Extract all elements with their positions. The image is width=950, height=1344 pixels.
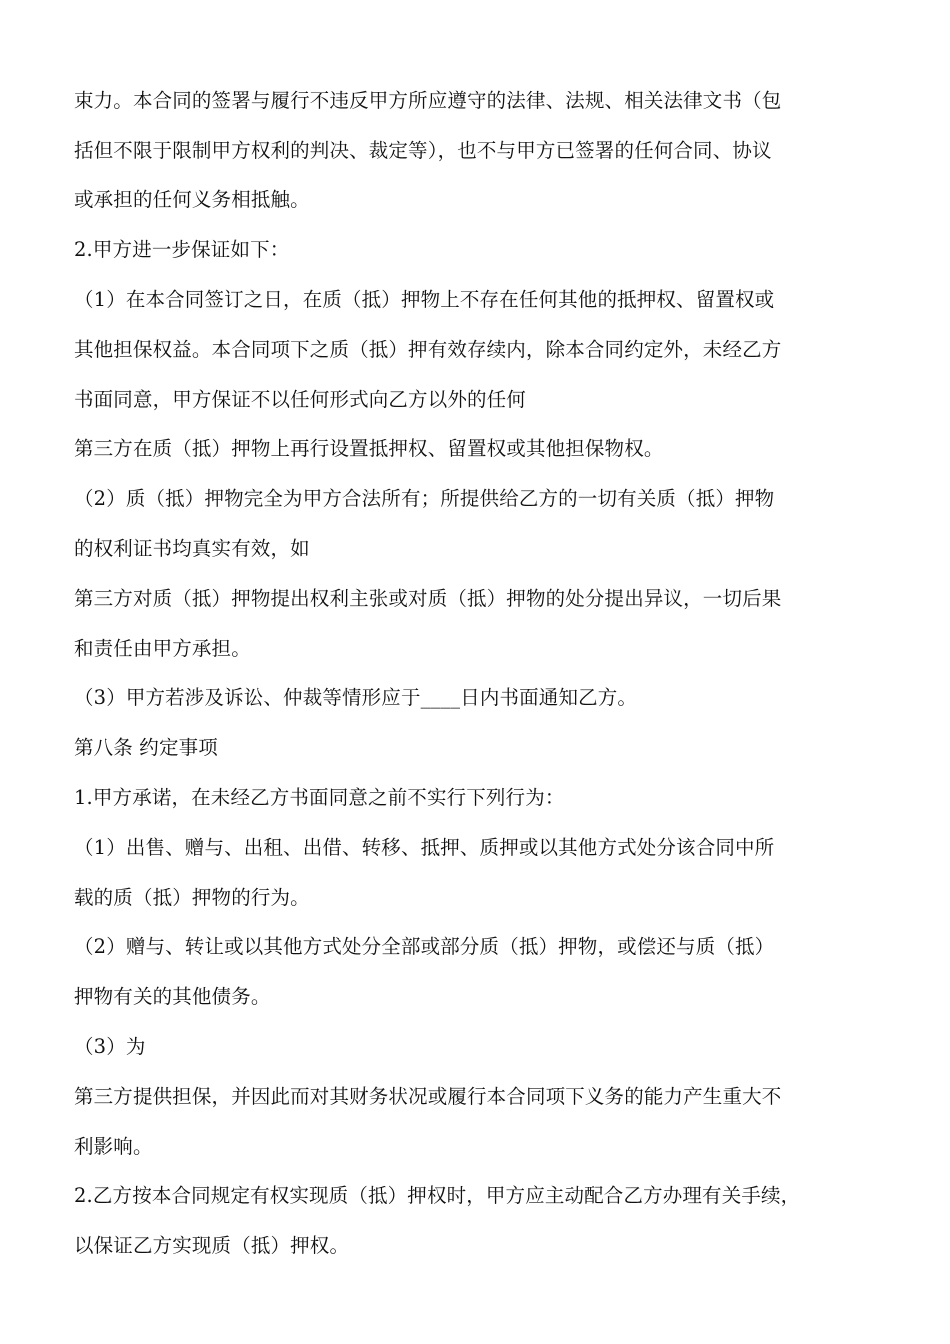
text-line: 第三方在质（抵）押物上再行设置抵押权、留置权或其他担保物权。 (74, 437, 664, 460)
text-line: 书面同意，甲方保证不以任何形式向乙方以外的任何 (74, 388, 526, 411)
text-line: （2）质（抵）押物完全为甲方合法所有；所提供给乙方的一切有关质（抵）押物 (74, 487, 775, 510)
text-line: 的权利证书均真实有效，如 (74, 537, 310, 560)
text-line: （3）甲方若涉及诉讼、仲裁等情形应于____日内书面通知乙方。 (74, 686, 638, 709)
text-line: 载的质（抵）押物的行为。 (74, 886, 310, 909)
text-line: 或承担的任何义务相抵触。 (74, 188, 310, 211)
text-line: 束力。本合同的签署与履行不违反甲方所应遵守的法律、法规、相关法律文书（包 (74, 89, 782, 112)
text-line: 2.乙方按本合同规定有权实现质（抵）押权时，甲方应主动配合乙方办理有关手续， (74, 1184, 801, 1207)
text-line: 以保证乙方实现质（抵）押权。 (74, 1234, 350, 1257)
text-line: 其他担保权益。本合同项下之质（抵）押有效存续内，除本合同约定外，未经乙方 (74, 338, 782, 361)
text-line: 2.甲方进一步保证如下： (74, 238, 290, 261)
text-line: 第三方对质（抵）押物提出权利主张或对质（抵）押物的处分提出异议，一切后果 (74, 587, 782, 610)
text-line: （1）在本合同签订之日，在质（抵）押物上不存在任何其他的抵押权、留置权或 (74, 288, 775, 311)
text-line: 押物有关的其他债务。 (74, 985, 271, 1008)
text-line: 1.甲方承诺，在未经乙方书面同意之前不实行下列行为： (74, 786, 565, 809)
text-line: 括但不限于限制甲方权利的判决、裁定等），也不与甲方已签署的任何合同、协议 (74, 139, 772, 162)
text-line: 利影响。 (74, 1135, 153, 1158)
text-line: （3）为 (74, 1035, 146, 1058)
section-heading: 第八条 约定事项 (74, 736, 218, 759)
text-line: （1）出售、赠与、出租、出借、转移、抵押、质押或以其他方式处分该合同中所 (74, 836, 775, 859)
text-line: 和责任由甲方承担。 (74, 637, 251, 660)
text-line: （2）赠与、转让或以其他方式处分全部或部分质（抵）押物，或偿还与质（抵） (74, 935, 775, 958)
text-line: 第三方提供担保，并因此而对其财务状况或履行本合同项下义务的能力产生重大不 (74, 1085, 782, 1108)
